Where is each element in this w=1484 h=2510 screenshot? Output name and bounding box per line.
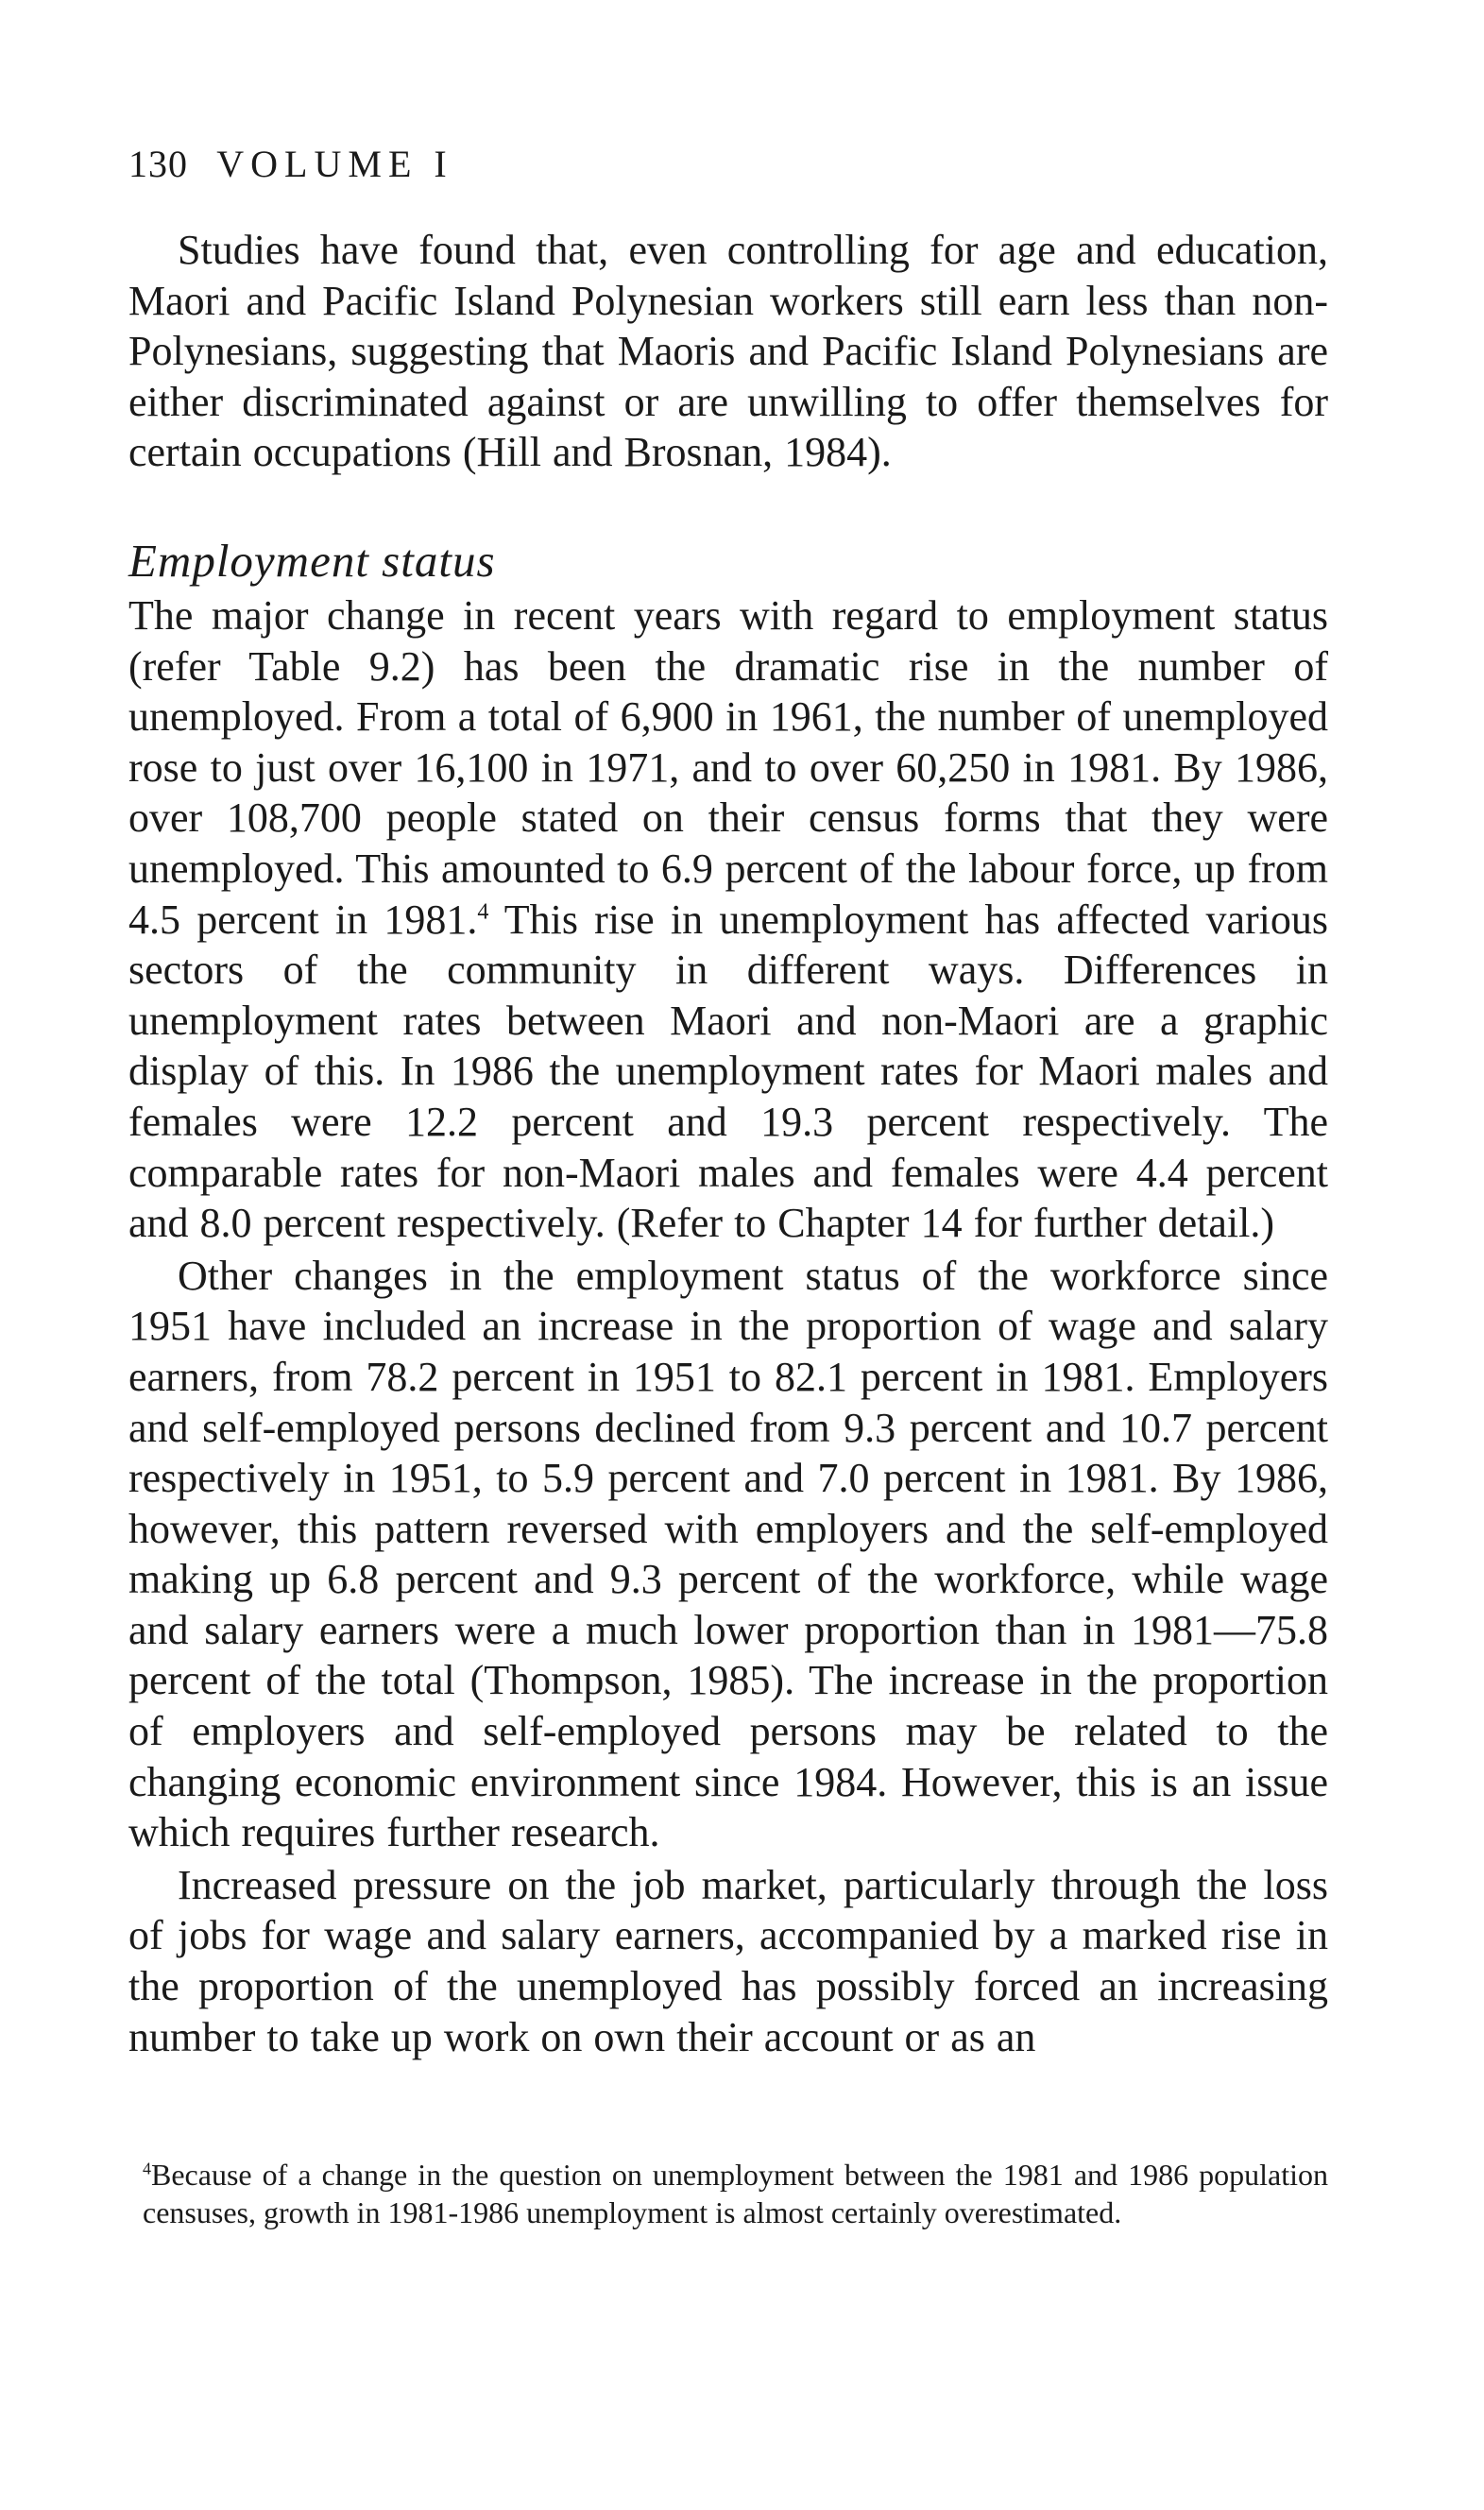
footnote-marker: 4 [143,2159,151,2178]
paragraph-3: Increased pressure on the job market, particularly through the loss of jobs for wage and salary earners, accompanied by a marked rise in the proportion of the unemployed has possibly forced an increasing number to take up work on own their account or as an [128,1861,1328,2060]
page-number: 130 [128,143,188,185]
intro-paragraph: Studies have found that, even controlling for age and education, Maori and Pacific Island Polynesian workers still earn less than non-Polynesians, suggesting that Maoris and Pacific Island Polynesians are either discriminated against or are unwilling to offer themselves for certain occupations (Hill and Brosnan, 1984). [128,227,1328,476]
section-heading: Employment status [128,535,496,587]
running-head [128,142,453,186]
paragraph-2: Other changes in the employment status of the workforce since 1951 have included an increase in the proportion of wage and salary earners, from 78.2 percent in 1951 to 82.1 percent in 1981. Employers and self-employed persons declined from 9.3 percent and 10.7 percent respectively in 1951, to 5.9 percent and 7.0 percent in 1981. By 1986, however, this pattern reversed with employers and the self-employed making up 6.8 percent and 9.3 percent of the workforce, while wage and salary earners were a much lower proportion than in 1981—75.8 percent of the total (Thompson, 1985). The increase in the proportion of employers and self-employed persons may be related to the changing economic environment since 1984. However, this is an issue which requires further research. [128,1252,1328,1856]
intro-section [128,225,1328,478]
running-title: VOLUME I [216,143,453,185]
paragraph-1 [128,590,1328,1249]
employment-status-section [128,590,1328,2062]
footnote-reference: 4 [477,898,489,924]
paragraph-1-text-b: This rise in unemployment has affected various sectors of the community in different ways. Differences in unemployment rates between Maori and non-Maori are a graphic display of this. In 1986 the unemployment rates for Maori males and females were 12.2 percent and 19.3 percent respectively. The comparable rates for non-Maori males and females were 4.4 percent and 8.0 percent respectively. (Refer to Chapter 14 for further detail.) [128,896,1328,1247]
footnote [143,2156,1328,2231]
footnote-text: Because of a change in the question on unemployment between the 1981 and 1986 population censuses, growth in 1981-1986 unemployment is almost certainly overestimated. [143,2158,1328,2229]
paragraph-1-text-a: The major change in recent years with regard to employment status (refer Table 9.2) has been the dramatic rise in the number of unemployed. From a total of 6,900 in 1961, the number of unemployed rose to just over 16,100 in 1971, and to over 60,250 in 1981. By 1986, over 108,700 people stated on their census forms that they were unemployed. This amounted to 6.9 percent of the labour force, up from 4.5 percent in 1981. [128,592,1328,943]
